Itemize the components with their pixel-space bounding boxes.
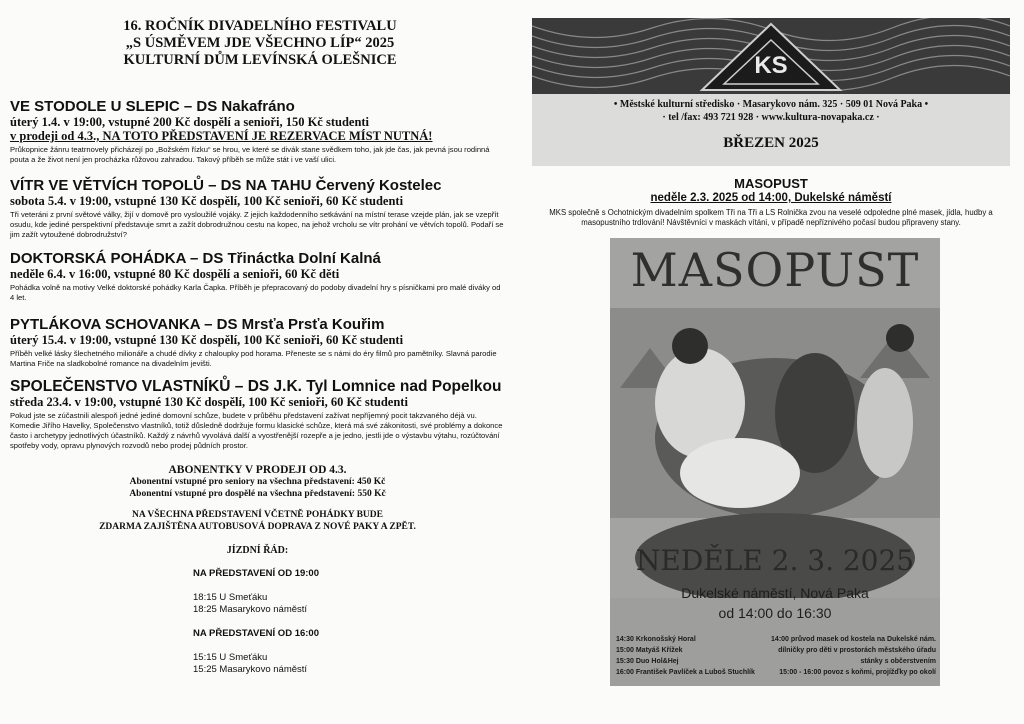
- address-line: • Městské kulturní středisko · Masarykovo nám. 325 · 509 01 Nová Paka •: [613, 99, 929, 110]
- bus-line-2: ZDARMA ZAJIŠTĚNA AUTOBUSOVÁ DOPRAVA Z NOVÉ PAKY A ZPĚT.: [99, 522, 416, 532]
- show-title: VÍTR VE VĚTVÍCH TOPOLŮ – DS NA TAHU Červený Kostelec: [10, 177, 442, 194]
- timetable-stop: 18:15 U Smeťáku: [193, 592, 268, 603]
- poster-date: NEDĚLE 2. 3. 2025: [635, 544, 915, 577]
- program-item: 14:30 Krkonošský Horal: [616, 636, 696, 643]
- poster-place: Dukelské náměstí, Nová Paka: [681, 585, 869, 601]
- show-when: úterý 15.4. v 19:00, vstupné 130 Kč dospělí, 100 Kč senioři, 60 Kč studenti: [10, 333, 404, 347]
- timetable-block-title: NA PŘEDSTAVENÍ OD 16:00: [193, 628, 319, 639]
- show-when: středa 23.4. v 19:00, vstupné 130 Kč dospělí, 100 Kč senioři, 60 Kč studenti: [10, 395, 408, 409]
- program-item: 15:00 - 16:00 povoz s koňmi, projížďky po okolí: [779, 669, 936, 676]
- abonentky-title: ABONENTKY V PRODEJI OD 4.3.: [168, 464, 347, 476]
- timetable-title: JÍZDNÍ ŘÁD:: [226, 545, 289, 556]
- show-5: [10, 378, 505, 451]
- month-heading: BŘEZEN 2025: [723, 135, 819, 151]
- show-desc: Průkopnice žánru teatrnovely přicházejí po „Božském řízku“ se hrou, ve které se divák stane svědkem toho, jak jde čas, jak pevná jsou rodinná pouta a že život není jen procházka růžovou zahradou. Takový příběh se může stát i ve vaší ulici.: [10, 145, 490, 164]
- timetable-block-2: [193, 628, 319, 676]
- festival-line-2: „S ÚSMĚVEM JDE VŠECHNO LÍP“ 2025: [125, 35, 395, 51]
- ks-logo: KS: [754, 52, 788, 79]
- contact-line: · tel /fax: 493 721 928 · www.kultura-novapaka.cz ·: [662, 112, 880, 123]
- poster-title: MASOPUST: [630, 243, 920, 297]
- festival-line-3: KULTURNÍ DŮM LEVÍNSKÁ OLEŠNICE: [123, 52, 397, 68]
- poster-program-left: [616, 634, 776, 678]
- show-desc: Tři veteráni z první světové války, žijí v domově pro vysloužilé vojáky. Z jejich každodenního setkávání na místní terase vzejde plán, jak se vzepřít osudu, kde jediné perspektivní představuje smrt a zažít dobrodružnou cestu na kopec, na jehož vrcholu se vítr prohání ve větvích topolů. Podaří se jim zažít vytoužené dobrodružství?: [10, 210, 504, 239]
- timetable-stop: 15:25 Masarykovo náměstí: [193, 664, 308, 675]
- poster-program-right: [770, 634, 936, 678]
- show-desc: Příběh velké lásky šlechetného milionáře a chudé dívky z chaloupky pod horama. Přeneste se s námi do éry filmů pro pamětníky. Slavná parodie Martina Friče na sladkobolné romance na divadelním jevišti.: [10, 349, 497, 368]
- show-desc: Pokud jste se zúčastnili alespoň jedné jediné domovní schůze, budete v průběhu představení zažívat nepříjemný pocit takzvaného déjà vu. Komedie Jiřího Havelky, Společenstvo vlastníků, totiž důsledně dodržuje formu klasické schůze, která má své zákonitosti, své problémy a dokonce často i archetypy jednotlivých účastníků. Každý z návrhů vyvolává další a vyostřenější rozepře a je jedno, jestli jde o výstavbu výtahu, rozúčtování spotřeby vody, opravu plynových rozvodů nebo prodej půdních prostor.: [10, 411, 503, 450]
- header-banner: [532, 18, 1010, 94]
- info-band: [532, 94, 1010, 166]
- show-when: úterý 1.4. v 19:00, vstupné 200 Kč dospělí a senioři, 150 Kč studenti: [10, 115, 370, 129]
- show-title: SPOLEČENSTVO VLASTNÍKŮ – DS J.K. Tyl Lomnice nad Popelkou: [10, 378, 502, 395]
- abonentky-adults: Abonentní vstupné pro dospělé na všechna představení: 550 Kč: [129, 489, 386, 499]
- show-1: [10, 98, 505, 165]
- show-when: neděle 6.4. v 16:00, vstupné 80 Kč dospělí a senioři, 60 Kč děti: [10, 267, 340, 281]
- show-4: [10, 316, 505, 369]
- abonentky-seniors: Abonentní vstupné pro seniory na všechna představení: 450 Kč: [129, 477, 386, 487]
- festival-line-1: 16. ROČNÍK DIVADELNÍHO FESTIVALU: [123, 18, 397, 34]
- show-note: v prodeji od 4.3., NA TOTO PŘEDSTAVENÍ JE REZERVACE MÍST NUTNÁ!: [10, 129, 433, 143]
- right-page: [512, 0, 1024, 724]
- bus-line-1: NA VŠECHNA PŘEDSTAVENÍ VČETNĚ POHÁDKY BUDE: [131, 510, 383, 520]
- event-title: MASOPUST: [734, 176, 808, 191]
- show-when: sobota 5.4. v 19:00, vstupné 130 Kč dospělí, 100 Kč senioři, 60 Kč studenti: [10, 194, 404, 208]
- program-item: stánky s občerstvením: [860, 658, 936, 665]
- timetable-block-title: NA PŘEDSTAVENÍ OD 19:00: [193, 568, 319, 579]
- event-desc: MKS společně s Ochotnickým divadelním spolkem Tři na Tři a LS Rolnička zvou na veselé odpoledne plné masek, jídla, hudby a masopustního trdlování! Návštěvníci v maskách vítáni, v případě nepříznivého počasí budou připraveny stany.: [549, 208, 993, 227]
- show-desc: Pohádka volně na motivy Velké doktorské pohádky Karla Čapka. Příběh je přepracovaný do podoby divadelní hry s písničkami pro malé diváky od 4 let.: [10, 283, 501, 302]
- masopust-poster: [610, 238, 940, 686]
- event-when: neděle 2.3. 2025 od 14:00, Dukelské náměstí: [650, 192, 892, 204]
- program-item: 15:00 Matyáš Křížek: [616, 647, 683, 654]
- poster-time: od 14:00 do 16:30: [718, 605, 832, 621]
- timetable-block-1: [193, 568, 319, 616]
- festival-heading: [60, 18, 460, 69]
- show-title: PYTLÁKOVA SCHOVANKA – DS Mrsťa Prsťa Kouřim: [10, 316, 385, 333]
- show-3: [10, 250, 505, 303]
- timetable-stop: 18:25 Masarykovo náměstí: [193, 604, 308, 615]
- show-2: [10, 177, 505, 240]
- show-title: VE STODOLE U SLEPIC – DS Nakafráno: [10, 98, 295, 115]
- program-item: dílničky pro děti v prostorách městského úřadu: [778, 647, 936, 654]
- program-item: 15:30 Duo Hol&Hej: [616, 658, 679, 665]
- timetable-stop: 15:15 U Smeťáku: [193, 652, 268, 663]
- show-title: DOKTORSKÁ POHÁDKA – DS Třináctka Dolní Kalná: [10, 250, 381, 267]
- program-item: 16:00 František Pavlíček a Luboš Stuchlík: [616, 669, 755, 676]
- program-item: 14:00 průvod masek od kostela na Dukelské nám.: [771, 636, 936, 643]
